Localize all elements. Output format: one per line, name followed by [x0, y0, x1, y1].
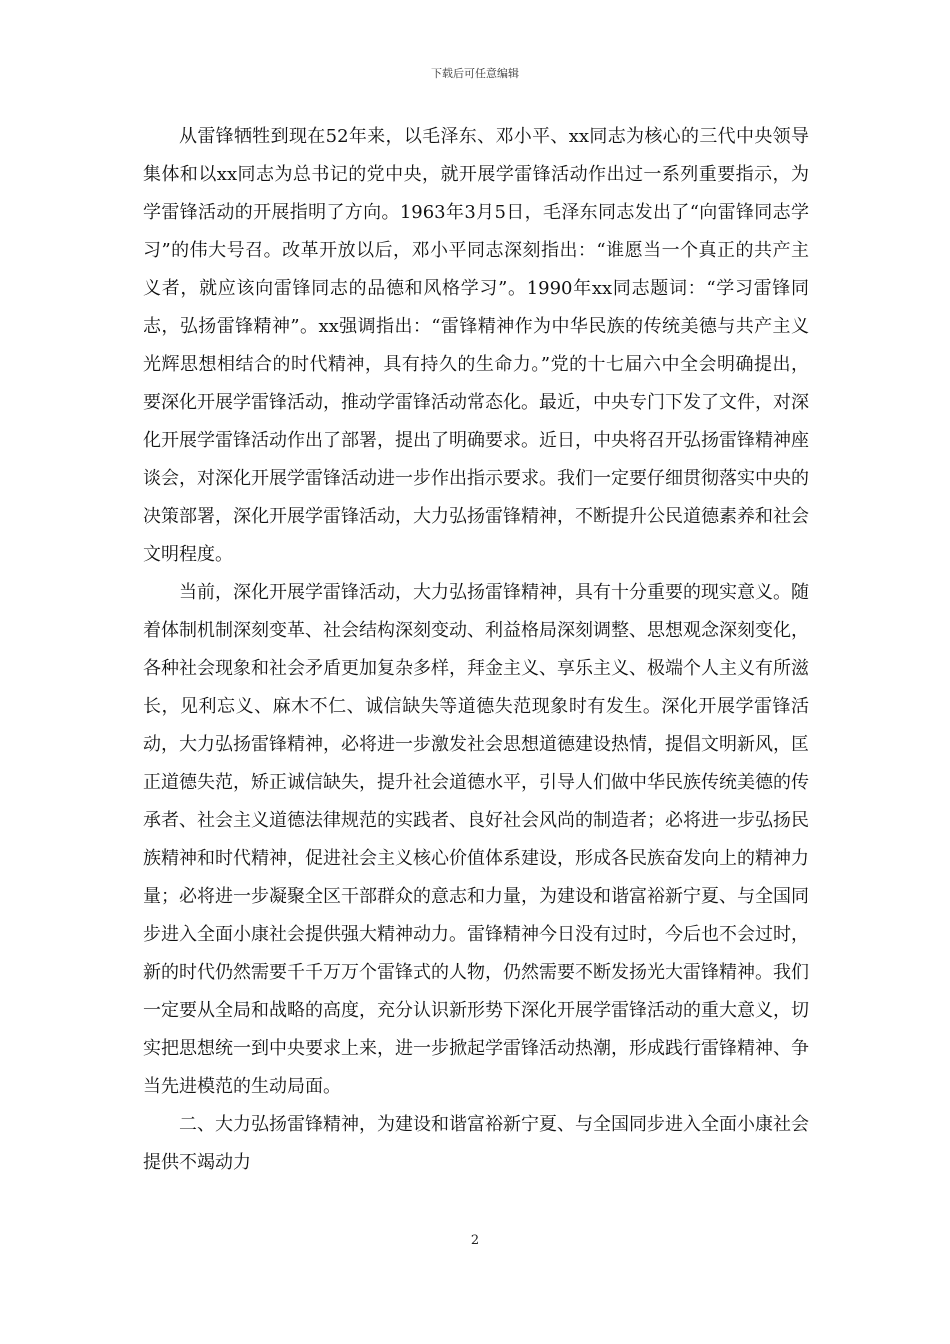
paragraph-lei-feng-history: 从雷锋牺牲到现在52年来，以毛泽东、邓小平、xx同志为核心的三代中央领导集体和以xx同志为总书记的党中央，就开展学雷锋活动作出过一系列重要指示，为学雷锋活动的开展指明了方向。1963年3月5日，毛泽东同志发出了“向雷锋同志学习”的伟大号召。改革开放以后，邓小平同志深刻指出：“谁愿当一个真正的共产主义者，就应该向雷锋同志的品德和风格学习”。1990年xx同志题词：“学习雷锋同志，弘扬雷锋精神”。xx强调指出：“雷锋精神作为中华民族的传统美德与共产主义光辉思想相结合的时代精神，具有持久的生命力。”党的十七届六中全会明确提出，要深化开展学雷锋活动，推动学雷锋活动常态化。最近，中央专门下发了文件，对深化开展学雷锋活动作出了部署，提出了明确要求。近日，中央将召开弘扬雷锋精神座谈会，对深化开展学雷锋活动进一步作出指示要求。我们一定要仔细贯彻落实中央的决策部署，深化开展学雷锋活动，大力弘扬雷锋精神，不断提升公民道德素养和社会文明程度。: [143, 126, 809, 565]
section-heading-two: 二、大力弘扬雷锋精神，为建设和谐富裕新宁夏、与全国同步进入全面小康社会提供不竭动力: [143, 1114, 809, 1173]
page-header: 下载后可任意编辑: [431, 67, 519, 80]
paragraph-current-significance: 当前，深化开展学雷锋活动，大力弘扬雷锋精神，具有十分重要的现实意义。随着体制机制深刻变革、社会结构深刻变动、利益格局深刻调整、思想观念深刻变化，各种社会现象和社会矛盾更加复杂多样，拜金主义、享乐主义、极端个人主义有所滋长，见利忘义、麻木不仁、诚信缺失等道德失范现象时有发生。深化开展学雷锋活动，大力弘扬雷锋精神，必将进一步激发社会思想道德建设热情，提倡文明新风，匡正道德失范，矫正诚信缺失，提升社会道德水平，引导人们做中华民族传统美德的传承者、社会主义道德法律规范的实践者、良好社会风尚的制造者；必将进一步弘扬民族精神和时代精神，促进社会主义核心价值体系建设，形成各民族奋发向上的精神力量；必将进一步凝聚全区干部群众的意志和力量，为建设和谐富裕新宁夏、与全国同步进入全面小康社会提供强大精神动力。雷锋精神今日没有过时，今后也不会过时，新的时代仍然需要千千万万个雷锋式的人物，仍然需要不断发扬光大雷锋精神。我们一定要从全局和战略的高度，充分认识新形势下深化开展学雷锋活动的重大意义，切实把思想统一到中央要求上来，进一步掀起学雷锋活动热潮，形成践行雷锋精神、争当先进模范的生动局面。: [143, 582, 809, 1097]
page-number: 2: [470, 1233, 480, 1248]
document-body: [143, 118, 809, 1182]
